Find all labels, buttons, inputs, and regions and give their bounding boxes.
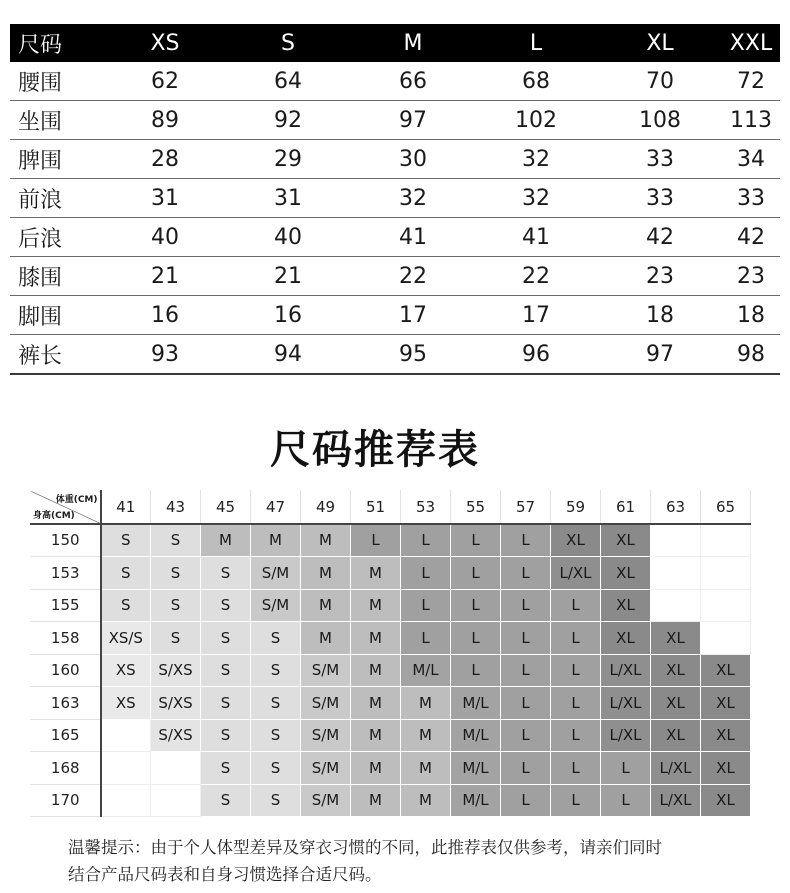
size-recommendation-cell: S/M bbox=[301, 719, 351, 752]
measurement-value: 33 bbox=[646, 185, 674, 211]
measurement-value: 40 bbox=[151, 224, 179, 250]
size-recommendation-cell: S bbox=[251, 654, 301, 687]
size-recommendation-cell: M bbox=[201, 524, 251, 557]
measurement-value: 32 bbox=[522, 146, 550, 172]
size-recommendation-cell: M bbox=[351, 752, 401, 785]
size-recommendation-cell: L bbox=[501, 752, 551, 785]
empty-cell bbox=[701, 524, 751, 557]
size-recommendation-cell: XL bbox=[651, 654, 701, 687]
size-recommendation-cell: L bbox=[601, 784, 651, 817]
empty-cell bbox=[701, 557, 751, 590]
size-recommendation-cell: L bbox=[501, 557, 551, 590]
measurement-value: 32 bbox=[522, 185, 550, 211]
measurement-value: 17 bbox=[522, 302, 550, 328]
measurement-label: 膝围 bbox=[18, 265, 63, 291]
height-header-cell: 168 bbox=[31, 752, 101, 785]
size-chart-row bbox=[10, 179, 780, 218]
measurement-value: 18 bbox=[646, 302, 674, 328]
size-chart-table bbox=[10, 24, 780, 375]
height-header-cell: 150 bbox=[31, 524, 101, 557]
size-recommendation-cell: S bbox=[101, 524, 151, 557]
weight-header-cell: 43 bbox=[151, 491, 201, 524]
measurement-value: 29 bbox=[274, 146, 302, 172]
measurement-value: 95 bbox=[399, 341, 427, 367]
size-recommendation-cell: M bbox=[351, 589, 401, 622]
size-recommendation-cell: L bbox=[501, 687, 551, 720]
measurement-label: 后浪 bbox=[18, 226, 63, 252]
height-header-cell: 160 bbox=[31, 654, 101, 687]
height-axis-label: 身高(CM) bbox=[33, 510, 75, 521]
size-recommendation-cell: L/XL bbox=[601, 687, 651, 720]
weight-header-cell: 55 bbox=[451, 491, 501, 524]
size-recommendation-cell: S/M bbox=[301, 752, 351, 785]
measurement-value: 16 bbox=[151, 302, 179, 328]
height-header-cell: 163 bbox=[31, 687, 101, 720]
size-recommendation-cell: S bbox=[251, 784, 301, 817]
weight-header-cell: 49 bbox=[301, 491, 351, 524]
size-header-cell: XXL bbox=[729, 30, 773, 56]
tip-note-line-1: 温馨提示：由于个人体型差异及穿衣习惯的不同，此推荐表仅供参考，请亲们同时 bbox=[68, 838, 662, 857]
size-recommendation-cell: L bbox=[501, 719, 551, 752]
size-recommendation-cell: M bbox=[401, 719, 451, 752]
size-header-cell: XL bbox=[646, 30, 674, 56]
measurement-value: 97 bbox=[646, 341, 674, 367]
size-recommendation-cell: XL bbox=[651, 622, 701, 655]
weight-header-cell: 45 bbox=[201, 491, 251, 524]
recommendation-row bbox=[31, 719, 751, 752]
size-recommendation-cell: L bbox=[451, 589, 501, 622]
empty-cell bbox=[651, 524, 701, 557]
size-recommendation-cell: XL bbox=[551, 524, 601, 557]
recommendation-grid bbox=[30, 490, 751, 817]
size-recommendation-cell: L bbox=[451, 622, 501, 655]
measurement-value: 33 bbox=[737, 185, 765, 211]
measurement-value: 22 bbox=[399, 263, 427, 289]
measurement-value: 42 bbox=[646, 224, 674, 250]
measurement-value: 32 bbox=[399, 185, 427, 211]
size-header-cell: L bbox=[529, 30, 543, 56]
size-recommendation-cell: S bbox=[201, 589, 251, 622]
size-recommendation-cell: XL bbox=[601, 622, 651, 655]
empty-cell bbox=[101, 752, 151, 785]
size-recommendation-cell: L bbox=[401, 557, 451, 590]
measurement-value: 41 bbox=[522, 224, 550, 250]
size-recommendation-cell: M bbox=[351, 557, 401, 590]
size-recommendation-cell: L/XL bbox=[651, 784, 701, 817]
size-recommendation-cell: S bbox=[101, 557, 151, 590]
measurement-value: 34 bbox=[737, 146, 765, 172]
size-recommendation-cell: S/XS bbox=[151, 687, 201, 720]
measurement-label: 前浪 bbox=[18, 187, 63, 213]
size-recommendation-cell: S bbox=[201, 687, 251, 720]
size-recommendation-cell: XL bbox=[701, 687, 751, 720]
weight-header-cell: 63 bbox=[651, 491, 701, 524]
size-recommendation-cell: S bbox=[151, 622, 201, 655]
measurement-value: 21 bbox=[151, 263, 179, 289]
weight-header-cell: 41 bbox=[101, 491, 151, 524]
size-recommendation-cell: L bbox=[551, 654, 601, 687]
size-recommendation-cell: M/L bbox=[451, 687, 501, 720]
measurement-value: 40 bbox=[274, 224, 302, 250]
measurement-value: 30 bbox=[399, 146, 427, 172]
size-recommendation-cell: M bbox=[301, 589, 351, 622]
size-recommendation-cell: L bbox=[551, 784, 601, 817]
size-recommendation-cell: S bbox=[151, 557, 201, 590]
measurement-value: 41 bbox=[399, 224, 427, 250]
size-recommendation-cell: L bbox=[551, 589, 601, 622]
size-header-cell: S bbox=[281, 30, 295, 56]
size-recommendation-cell: XL bbox=[601, 589, 651, 622]
size-recommendation-cell: S/M bbox=[251, 557, 301, 590]
measurement-value: 64 bbox=[274, 68, 302, 94]
measurement-value: 33 bbox=[646, 146, 674, 172]
size-recommendation-cell: S bbox=[201, 784, 251, 817]
size-recommendation-cell: L bbox=[501, 622, 551, 655]
measurement-value: 42 bbox=[737, 224, 765, 250]
tip-note-line-2: 结合产品尺码表和自身习惯选择合适尺码。 bbox=[68, 865, 382, 884]
size-recommendation-cell: L bbox=[401, 524, 451, 557]
size-recommendation-cell: M bbox=[351, 622, 401, 655]
size-chart-row bbox=[10, 140, 780, 179]
empty-cell bbox=[151, 752, 201, 785]
measurement-label: 脾围 bbox=[18, 148, 63, 174]
measurement-label: 腰围 bbox=[18, 70, 63, 96]
recommendation-row bbox=[31, 687, 751, 720]
size-chart-row bbox=[10, 101, 780, 140]
recommendation-row bbox=[31, 752, 751, 785]
size-recommendation-cell: L/XL bbox=[551, 557, 601, 590]
size-chart-row bbox=[10, 335, 780, 375]
size-recommendation-cell: M/L bbox=[451, 719, 501, 752]
size-recommendation-cell: L bbox=[551, 687, 601, 720]
size-recommendation-cell: L/XL bbox=[651, 752, 701, 785]
size-recommendation-cell: S/XS bbox=[151, 719, 201, 752]
size-recommendation-cell: S bbox=[101, 589, 151, 622]
size-recommendation-cell: M/L bbox=[451, 752, 501, 785]
measurement-value: 66 bbox=[399, 68, 427, 94]
size-chart-row bbox=[10, 257, 780, 296]
measurement-value: 96 bbox=[522, 341, 550, 367]
empty-cell bbox=[651, 589, 701, 622]
size-recommendation-cell: M bbox=[351, 719, 401, 752]
grid-corner-header bbox=[31, 491, 101, 524]
size-chart-row bbox=[10, 218, 780, 257]
measurement-value: 62 bbox=[151, 68, 179, 94]
measurement-value: 23 bbox=[646, 263, 674, 289]
size-recommendation-cell: S bbox=[251, 752, 301, 785]
size-recommendation-cell: M bbox=[301, 622, 351, 655]
size-recommendation-cell: S/M bbox=[251, 589, 301, 622]
size-recommendation-cell: M/L bbox=[401, 654, 451, 687]
size-recommendation-cell: XL bbox=[701, 719, 751, 752]
empty-cell bbox=[151, 784, 201, 817]
size-recommendation-cell: S bbox=[151, 589, 201, 622]
size-recommendation-cell: L bbox=[501, 589, 551, 622]
size-recommendation-cell: L bbox=[451, 654, 501, 687]
size-recommendation-cell: M bbox=[401, 687, 451, 720]
size-chart-row bbox=[10, 296, 780, 335]
size-recommendation-cell: L bbox=[351, 524, 401, 557]
height-header-cell: 153 bbox=[31, 557, 101, 590]
height-header-cell: 165 bbox=[31, 719, 101, 752]
size-chart-row bbox=[10, 62, 780, 101]
size-recommendation-cell: XS bbox=[101, 654, 151, 687]
weight-header-cell: 57 bbox=[501, 491, 551, 524]
recommendation-row bbox=[31, 622, 751, 655]
measurement-value: 92 bbox=[274, 107, 302, 133]
size-recommendation-cell: XL bbox=[701, 654, 751, 687]
weight-axis-label: 体重(CM) bbox=[55, 495, 98, 505]
size-recommendation-cell: L bbox=[501, 654, 551, 687]
size-recommendation-cell: XL bbox=[701, 752, 751, 785]
size-recommendation-cell: L bbox=[401, 589, 451, 622]
size-recommendation-cell: XL bbox=[651, 719, 701, 752]
size-recommendation-cell: L bbox=[501, 784, 551, 817]
measurement-label: 坐围 bbox=[18, 109, 63, 135]
weight-header-cell: 53 bbox=[401, 491, 451, 524]
tip-note bbox=[68, 834, 758, 888]
measurement-value: 72 bbox=[737, 68, 765, 94]
size-recommendation-cell: S bbox=[201, 752, 251, 785]
size-recommendation-cell: S bbox=[201, 654, 251, 687]
size-recommendation-cell: M bbox=[301, 524, 351, 557]
measurement-value: 21 bbox=[274, 263, 302, 289]
size-recommendation-cell: M bbox=[401, 784, 451, 817]
size-recommendation-cell: S bbox=[251, 622, 301, 655]
weight-header-cell: 51 bbox=[351, 491, 401, 524]
size-recommendation-cell: L bbox=[501, 524, 551, 557]
recommendation-row bbox=[31, 524, 751, 557]
size-recommendation-cell: L bbox=[551, 719, 601, 752]
size-recommendation-cell: XL bbox=[601, 524, 651, 557]
measurement-value: 97 bbox=[399, 107, 427, 133]
size-recommendation-cell: S bbox=[201, 719, 251, 752]
size-recommendation-cell: M/L bbox=[451, 784, 501, 817]
recommendation-title: 尺码推荐表 bbox=[270, 427, 480, 473]
measurement-value: 31 bbox=[274, 185, 302, 211]
size-recommendation-cell: S bbox=[201, 557, 251, 590]
size-recommendation-cell: M bbox=[251, 524, 301, 557]
measurement-value: 23 bbox=[737, 263, 765, 289]
recommendation-row bbox=[31, 589, 751, 622]
size-recommendation-cell: L bbox=[601, 752, 651, 785]
size-chart-header bbox=[10, 24, 780, 62]
size-recommendation-cell: S bbox=[151, 524, 201, 557]
empty-cell bbox=[701, 622, 751, 655]
weight-header-cell: 65 bbox=[701, 491, 751, 524]
size-recommendation-cell: XS/S bbox=[101, 622, 151, 655]
height-header-cell: 170 bbox=[31, 784, 101, 817]
measurement-value: 70 bbox=[646, 68, 674, 94]
measurement-value: 93 bbox=[151, 341, 179, 367]
size-recommendation-cell: XL bbox=[601, 557, 651, 590]
measurement-label: 脚围 bbox=[18, 304, 63, 330]
size-recommendation-cell: M bbox=[301, 557, 351, 590]
empty-cell bbox=[101, 784, 151, 817]
size-recommendation-cell: S bbox=[251, 719, 301, 752]
measurement-value: 113 bbox=[730, 107, 772, 133]
size-recommendation-cell: M bbox=[401, 752, 451, 785]
recommendation-row bbox=[31, 654, 751, 687]
size-recommendation-cell: L bbox=[451, 557, 501, 590]
size-recommendation-cell: XL bbox=[651, 687, 701, 720]
size-chart-body bbox=[10, 62, 780, 374]
size-recommendation-cell: L/XL bbox=[601, 719, 651, 752]
measurement-value: 22 bbox=[522, 263, 550, 289]
size-header-label: 尺码 bbox=[18, 32, 63, 58]
weight-header-cell: 59 bbox=[551, 491, 601, 524]
measurement-value: 108 bbox=[639, 107, 681, 133]
height-header-cell: 155 bbox=[31, 589, 101, 622]
size-recommendation-cell: S/M bbox=[301, 784, 351, 817]
size-recommendation-cell: S/M bbox=[301, 654, 351, 687]
measurement-value: 89 bbox=[151, 107, 179, 133]
measurement-value: 17 bbox=[399, 302, 427, 328]
measurement-value: 28 bbox=[151, 146, 179, 172]
size-recommendation-cell: L/XL bbox=[601, 654, 651, 687]
measurement-value: 102 bbox=[515, 107, 557, 133]
size-recommendation-cell: XS bbox=[101, 687, 151, 720]
measurement-label: 裤长 bbox=[18, 343, 63, 369]
recommendation-row bbox=[31, 557, 751, 590]
measurement-value: 68 bbox=[522, 68, 550, 94]
size-recommendation-cell: L bbox=[551, 752, 601, 785]
size-recommendation-cell: S bbox=[201, 622, 251, 655]
empty-cell bbox=[651, 557, 701, 590]
size-recommendation-cell: L bbox=[451, 524, 501, 557]
weight-header-cell: 47 bbox=[251, 491, 301, 524]
height-header-cell: 158 bbox=[31, 622, 101, 655]
measurement-value: 31 bbox=[151, 185, 179, 211]
size-recommendation-cell: L bbox=[551, 622, 601, 655]
measurement-value: 16 bbox=[274, 302, 302, 328]
size-recommendation-cell: L bbox=[401, 622, 451, 655]
size-recommendation-cell: S bbox=[251, 687, 301, 720]
empty-cell bbox=[701, 589, 751, 622]
size-recommendation-cell: S/XS bbox=[151, 654, 201, 687]
size-header-cell: XS bbox=[150, 30, 180, 56]
weight-header-cell: 61 bbox=[601, 491, 651, 524]
measurement-value: 94 bbox=[274, 341, 302, 367]
size-recommendation-cell: S/M bbox=[301, 687, 351, 720]
recommendation-row bbox=[31, 784, 751, 817]
measurement-value: 18 bbox=[737, 302, 765, 328]
empty-cell bbox=[101, 719, 151, 752]
measurement-value: 98 bbox=[737, 341, 765, 367]
size-header-cell: M bbox=[403, 30, 423, 56]
size-recommendation-cell: M bbox=[351, 654, 401, 687]
size-recommendation-cell: M bbox=[351, 784, 401, 817]
size-recommendation-cell: XL bbox=[701, 784, 751, 817]
size-recommendation-cell: M bbox=[351, 687, 401, 720]
